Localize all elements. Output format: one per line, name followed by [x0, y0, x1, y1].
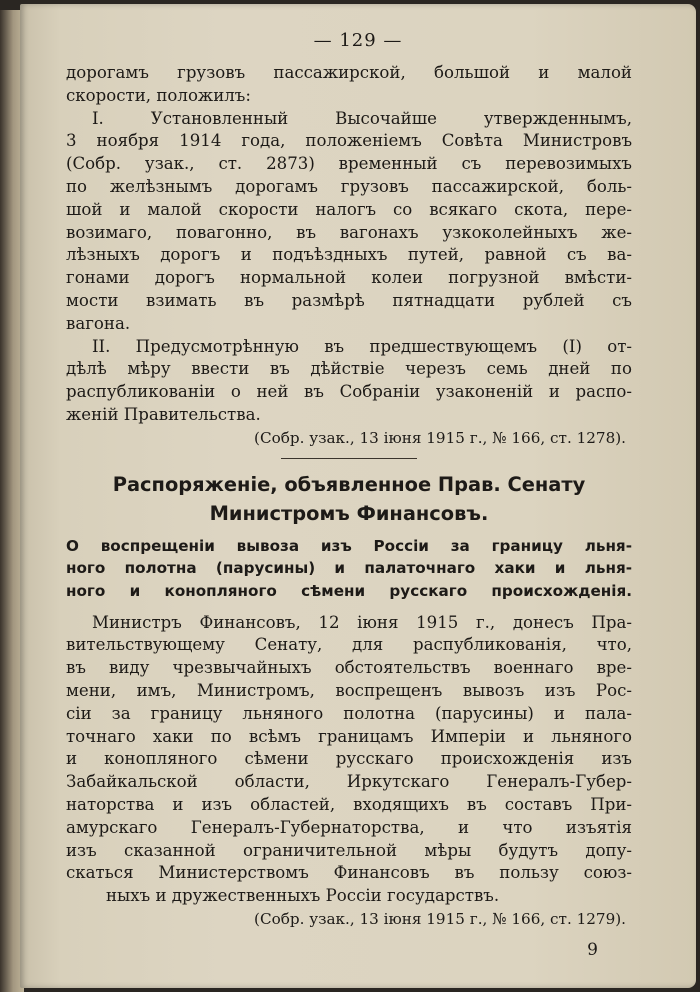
text-line: женій Правительства.: [66, 404, 261, 424]
paragraph-1: [66, 62, 632, 336]
text-line: 3 ноября 1914 года, положеніемъ Совѣта Министровъ: [66, 131, 632, 151]
text-line: скорости, положилъ:: [66, 85, 251, 105]
text-line: гонами дорогъ нормальной колеи погрузной вмѣсти-: [66, 268, 632, 288]
text-line: ныхъ и дружественныхъ Россіи государствъ.: [106, 886, 500, 906]
text-line: распубликованіи о ней въ Собраніи узаконеній и распо-: [66, 382, 632, 402]
section-subheading: О воспрещеніи вывоза изъ Россіи за границу льня-: [66, 536, 632, 555]
page-number: — 129 —: [313, 30, 403, 51]
text-line: вительствующему Сенату, для распубликованія, что,: [66, 635, 632, 655]
text-line: II. Предусмотрѣнную въ предшествующемъ (I) от-: [92, 336, 632, 356]
text-line: дорогамъ грузовъ пассажирской, большой и малой: [66, 63, 632, 82]
text-line: мени, имъ, Министромъ, воспрещенъ вывозъ изъ Рос-: [66, 680, 632, 700]
text-line: изъ сказанной ограничительной мѣры будутъ допу-: [66, 840, 632, 860]
book-page: [20, 4, 696, 988]
text-line: вагона.: [66, 313, 131, 333]
text-line: амурскаго Генералъ-Губернаторства, и что изъятія: [66, 817, 632, 837]
text-line: и конопляного сѣмени русскаго происхожденія изъ: [66, 749, 632, 769]
text-line: сіи за границу льняного полотна (парусины) и пала-: [66, 703, 632, 723]
text-line: дѣлѣ мѣру ввести въ дѣйствіе черезъ семь дней по: [66, 359, 632, 379]
page-body: [66, 62, 632, 931]
citation: (Собр. узак., 13 іюня 1915 г., № 166, ст. 1278).: [254, 428, 626, 447]
signature-mark: 9: [587, 940, 598, 960]
text-line: Министръ Финансовъ, 12 іюня 1915 г., донесъ Пра-: [92, 612, 632, 632]
citation: (Собр. узак., 13 іюня 1915 г., № 166, ст. 1279).: [254, 909, 626, 928]
section-heading: Министромъ Финансовъ.: [209, 501, 489, 525]
text-line: наторства и изъ областей, входящихъ въ составъ При-: [66, 794, 632, 814]
section-subheading: ного полотна (парусины) и палаточнаго хаки и льня-: [66, 559, 632, 578]
text-line: возимаго, повагонно, въ вагонахъ узкоколейныхъ же-: [66, 222, 632, 242]
section-heading: Распоряженіе, объявленное Прав. Сенату: [112, 472, 586, 496]
text-line: по желѣзнымъ дорогамъ грузовъ пассажирской, боль-: [66, 176, 632, 196]
text-line: точнаго хаки по всѣмъ границамъ Имперіи и льняного: [66, 726, 632, 746]
text-line: Забайкальской области, Иркутскаго Генералъ-Губер-: [66, 772, 632, 792]
text-line: скаться Министерствомъ Финансовъ въ пользу союз-: [66, 863, 632, 883]
text-line: шой и малой скорости налогъ со всякаго скота, пере-: [66, 199, 632, 219]
section-divider: [281, 458, 417, 459]
decree-section: [66, 470, 632, 931]
text-line: лѣзныхъ дорогъ и подъѣздныхъ путей, равной съ ва-: [66, 245, 632, 265]
paragraph-2: [66, 336, 632, 450]
text-line: (Собр. узак., ст. 2873) временный съ перевозимыхъ: [66, 154, 632, 174]
text-line: I. Установленный Высочайше утвержденнымъ,: [92, 108, 632, 128]
section-subheading: ного и конопляного сѣмени русскаго происхожденія.: [66, 581, 632, 600]
text-line: мости взимать въ размѣрѣ пятнадцати рублей съ: [66, 290, 632, 310]
text-line: въ виду чрезвычайныхъ обстоятельствъ военнаго вре-: [66, 658, 632, 678]
